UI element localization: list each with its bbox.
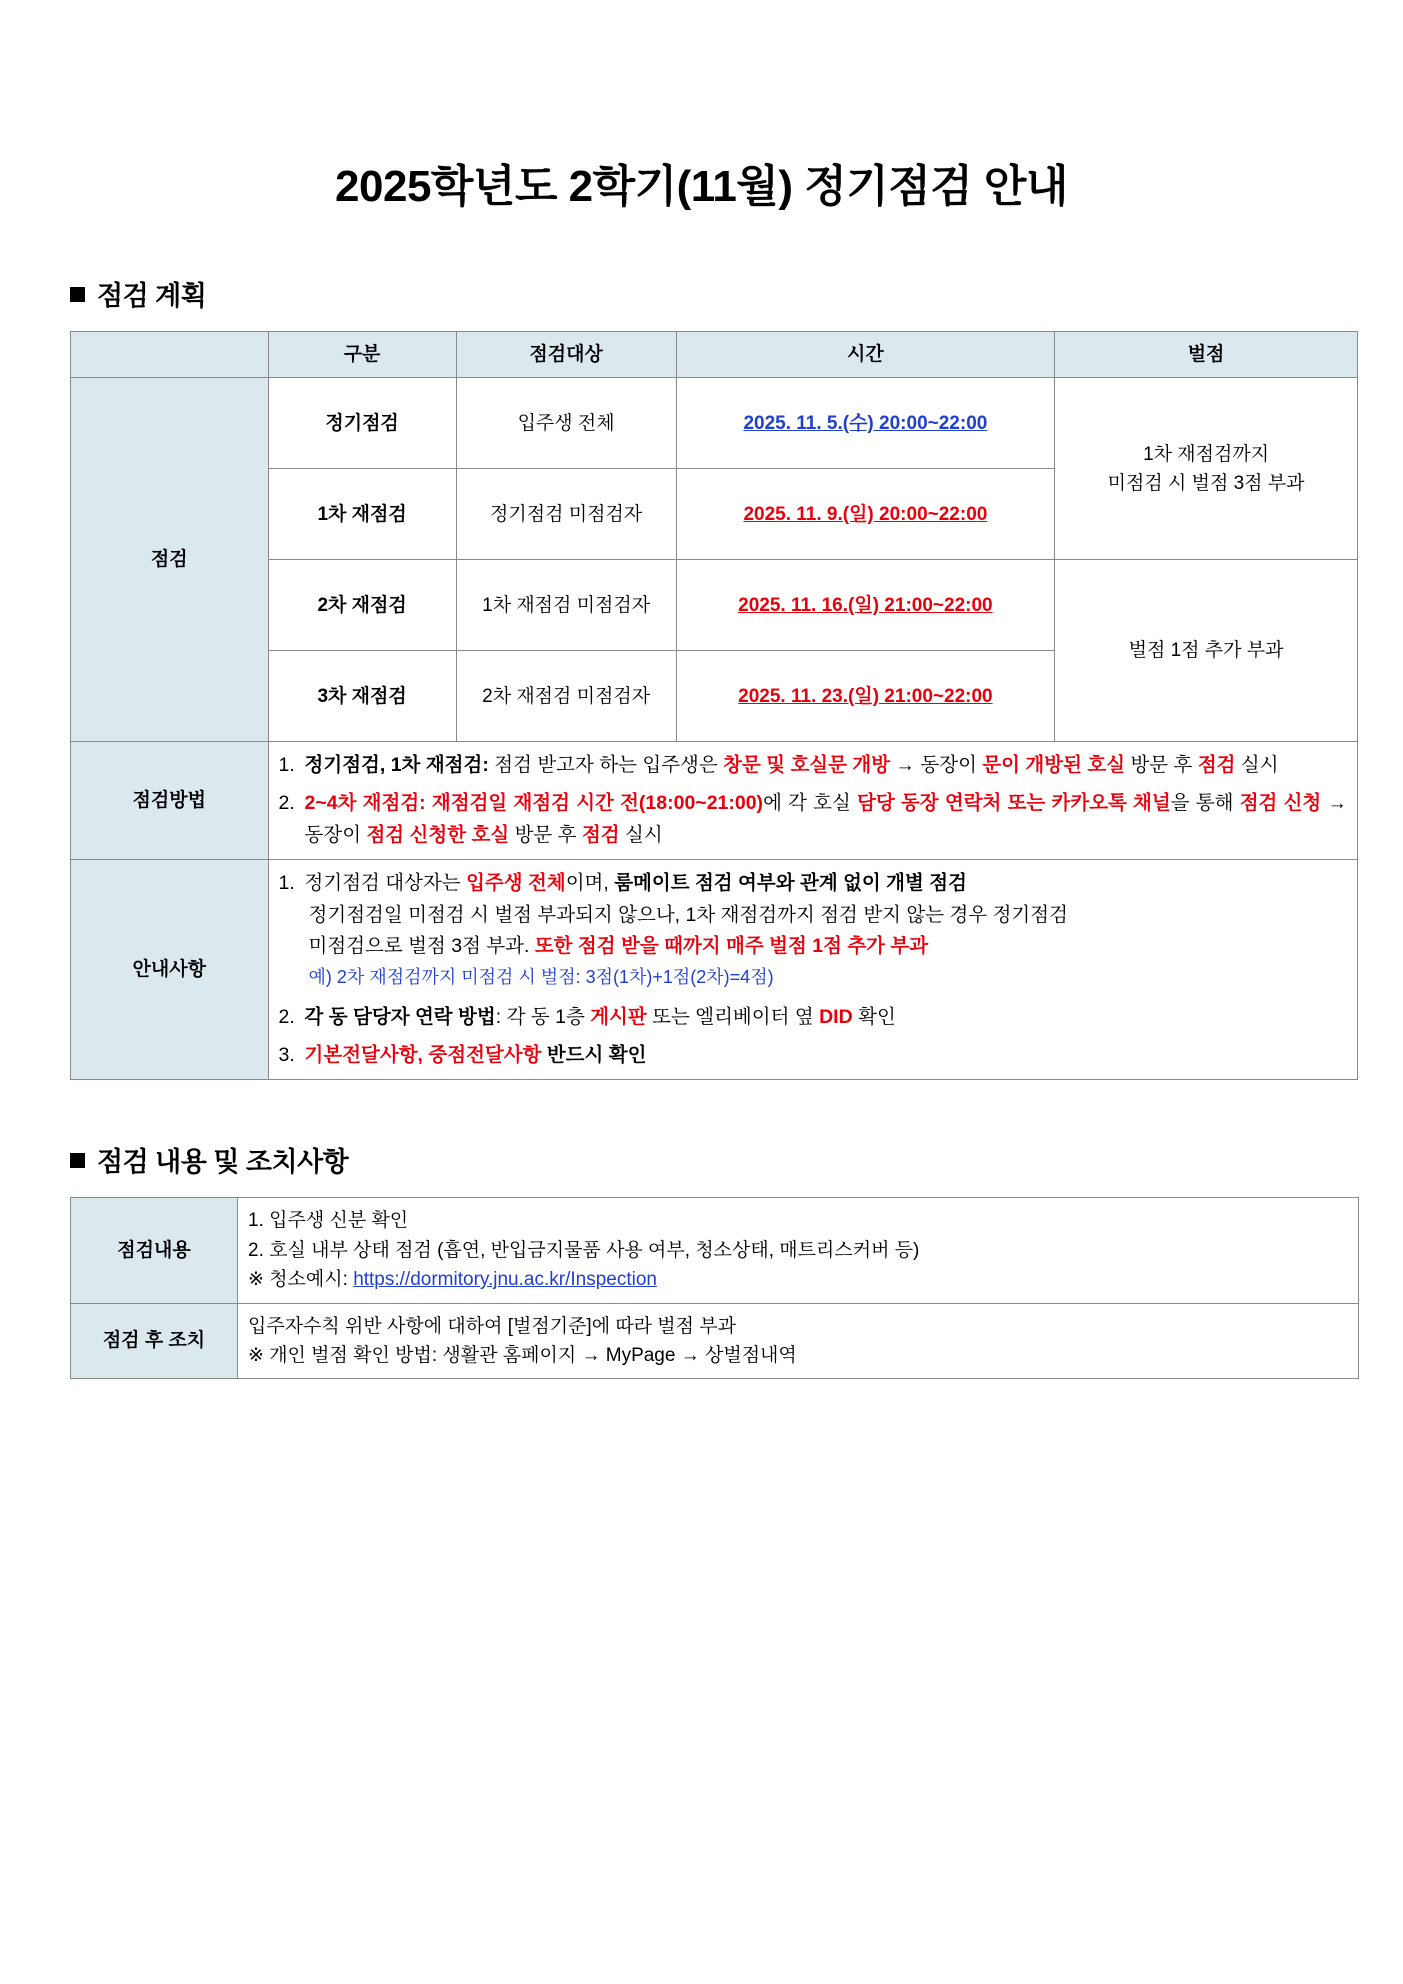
method-item2-p6: 을 통해 <box>1170 792 1240 815</box>
cell-target-recheck3: 2차 재점검 미점검자 <box>456 651 676 742</box>
table-row <box>71 1303 1359 1379</box>
section-heading-plan <box>60 274 1343 313</box>
cell-gubun-recheck3: 3차 재점검 <box>268 651 456 742</box>
method-item1-p7: 점검 <box>1197 754 1236 777</box>
list-item <box>279 1040 1347 1072</box>
penalty-top-line2: 미점검 시 벌점 3점 부과 <box>1107 472 1305 494</box>
notice-item3-no: 3. <box>278 1043 295 1066</box>
notice-item1-l1a: 정기점검 대상자는 <box>304 872 467 895</box>
method-item2-p8: → 동장이 <box>304 792 1347 846</box>
notice-item1-text <box>305 868 1347 992</box>
section-heading-content <box>60 1140 1343 1179</box>
header-penalty: 벌점 <box>1055 332 1358 378</box>
cleaning-example-link[interactable]: https://dormitory.jnu.ac.kr/Inspection <box>353 1269 657 1291</box>
method-item1-p3: 창문 및 호실문 개방 <box>723 754 891 777</box>
table-row-method <box>71 742 1358 860</box>
header-time: 시간 <box>676 332 1055 378</box>
notice-item3-l1b: 반드시 확인 <box>541 1043 647 1066</box>
notice-item2-no: 2. <box>278 1006 295 1029</box>
header-corner-cell <box>71 332 269 378</box>
header-target: 점검대상 <box>456 332 676 378</box>
method-item2-p9: 점검 신청한 호실 <box>366 823 510 846</box>
method-item2-text <box>305 788 1347 851</box>
bullet-square-icon <box>70 1153 85 1168</box>
notice-item1-l3b: 또한 점검 받을 때까지 매주 벌점 1점 추가 부과 <box>534 935 929 958</box>
row-label-inspection: 점검 <box>71 378 269 742</box>
notice-item1-l1b: 입주생 전체 <box>466 872 566 895</box>
row-label-content: 점검내용 <box>71 1198 238 1303</box>
method-item2-no: 2. <box>278 792 295 815</box>
notice-item2-l1c: 게시판 <box>590 1006 647 1029</box>
table-row <box>71 378 1358 469</box>
content-cell <box>238 1198 1359 1303</box>
notice-item3-text <box>305 1040 1347 1072</box>
table-row <box>71 1198 1359 1303</box>
cell-time-regular: 2025. 11. 5.(수) 20:00~22:00 <box>676 378 1055 469</box>
method-item2-p7: 점검 신청 <box>1239 792 1322 815</box>
penalty-top-line1: 1차 재점검까지 <box>1143 443 1270 465</box>
notice-item1-line1 <box>305 868 1347 900</box>
section-heading-plan-label: 점검 계획 <box>97 281 207 311</box>
row-label-method: 점검방법 <box>71 742 269 860</box>
method-item1-p1: 정기점검, 1차 재점검: <box>304 754 489 777</box>
method-item1-text <box>305 750 1347 782</box>
section-heading-content-label: 점검 내용 및 조치사항 <box>97 1147 349 1178</box>
cell-gubun-recheck1: 1차 재점검 <box>268 469 456 560</box>
notice-item2-text <box>305 1002 1347 1034</box>
cell-gubun-recheck2: 2차 재점검 <box>268 560 456 651</box>
cell-time-recheck3: 2025. 11. 23.(일) 21:00~22:00 <box>676 651 1055 742</box>
method-item1-no: 1. <box>278 754 295 777</box>
method-item2-p5: 담당 동장 연락처 또는 카카오톡 채널 <box>857 792 1171 815</box>
cell-gubun-regular: 정기점검 <box>268 378 456 469</box>
method-item1-p8: 실시 <box>1235 754 1279 777</box>
notice-item1-l1c: 이며, <box>565 872 615 895</box>
table-row-notice <box>71 860 1358 1080</box>
notice-item2-l1f: 확인 <box>852 1006 896 1029</box>
method-item1-p5: 문이 개방된 호실 <box>982 754 1126 777</box>
cell-target-recheck2: 1차 재점검 미점검자 <box>456 560 676 651</box>
content-item-2: 2. 호실 내부 상태 점검 (흡연, 반입금지물품 사용 여부, 청소상태, 매트리스커버 등) <box>248 1239 920 1261</box>
row-label-notice: 안내사항 <box>71 860 269 1080</box>
content-note <box>248 1265 1348 1294</box>
notice-item1-l3a: 미점검으로 벌점 3점 부과. <box>308 935 535 958</box>
method-item1-p4: → 동장이 <box>890 754 983 777</box>
notice-item1-no: 1. <box>278 872 295 895</box>
method-content-cell <box>268 742 1357 860</box>
notice-content-cell <box>268 860 1357 1080</box>
cell-target-regular: 입주생 전체 <box>456 378 676 469</box>
bullet-square-icon <box>70 287 85 302</box>
cell-time-recheck2: 2025. 11. 16.(일) 21:00~22:00 <box>676 560 1055 651</box>
method-item1-p2: 점검 받고자 하는 입주생은 <box>488 754 724 777</box>
method-item2-p1: 2~4차 재점검: <box>304 792 426 815</box>
notice-item2-l1e: DID <box>819 1006 853 1029</box>
page-title: 2025학년도 2학기(11월) 정기점검 안내 <box>335 162 1068 211</box>
row-label-action: 점검 후 조치 <box>71 1303 238 1379</box>
method-item2-p4: 에 각 호실 <box>763 792 858 815</box>
cell-time-recheck1: 2025. 11. 9.(일) 20:00~22:00 <box>676 469 1055 560</box>
inspection-plan-table <box>70 331 1358 1080</box>
table-header-row <box>71 332 1358 378</box>
section-spacer <box>60 1080 1343 1140</box>
notice-item1-l1d: 룸메이트 점검 여부와 관계 없이 개별 점검 <box>614 872 967 895</box>
content-item-1: 1. 입주생 신분 확인 <box>248 1210 409 1232</box>
action-line-2: ※ 개인 벌점 확인 방법: 생활관 홈페이지 → MyPage → 상벌점내역 <box>248 1344 797 1366</box>
method-list <box>279 750 1347 851</box>
method-item2-p10: 방문 후 <box>509 823 582 846</box>
notice-item1-line3 <box>305 931 1347 963</box>
list-item <box>279 1002 1347 1034</box>
notice-item1-line2: 정기점검일 미점검 시 벌점 부과되지 않으나, 1차 재점검까지 점검 받지 않는 경우 정기점검 <box>308 903 1068 926</box>
notice-item2-l1a: 각 동 담당자 연락 방법 <box>304 1006 496 1029</box>
content-note-prefix: ※ 청소예시: <box>248 1269 354 1291</box>
cell-penalty-bottom: 벌점 1점 추가 부과 <box>1055 560 1358 742</box>
notice-item3-l1a: 기본전달사항, 중점전달사항 <box>304 1043 542 1066</box>
method-item2-p11: 점검 <box>581 823 620 846</box>
method-item2-p3: 재점검일 재점검 시간 전(18:00~21:00) <box>431 792 764 815</box>
cell-penalty-top <box>1055 378 1358 560</box>
header-gubun: 구분 <box>268 332 456 378</box>
list-item <box>279 868 1347 992</box>
cell-target-recheck1: 정기점검 미점검자 <box>456 469 676 560</box>
list-item <box>279 788 1347 851</box>
notice-list <box>279 868 1347 1071</box>
action-line-1: 입주자수칙 위반 사항에 대하여 [벌점기준]에 따라 벌점 부과 <box>248 1315 737 1337</box>
method-item1-p6: 방문 후 <box>1125 754 1198 777</box>
action-cell <box>238 1303 1359 1379</box>
inspection-content-table <box>70 1197 1359 1379</box>
list-item <box>279 750 1347 782</box>
notice-item2-l1b: : 각 동 1층 <box>495 1006 591 1029</box>
notice-item1-line4: 예) 2차 재점검까지 미점검 시 벌점: 3점(1차)+1점(2차)=4점) <box>308 966 774 987</box>
notice-item2-l1d: 또는 엘리베이터 옆 <box>646 1006 820 1029</box>
method-item2-p12: 실시 <box>619 823 663 846</box>
